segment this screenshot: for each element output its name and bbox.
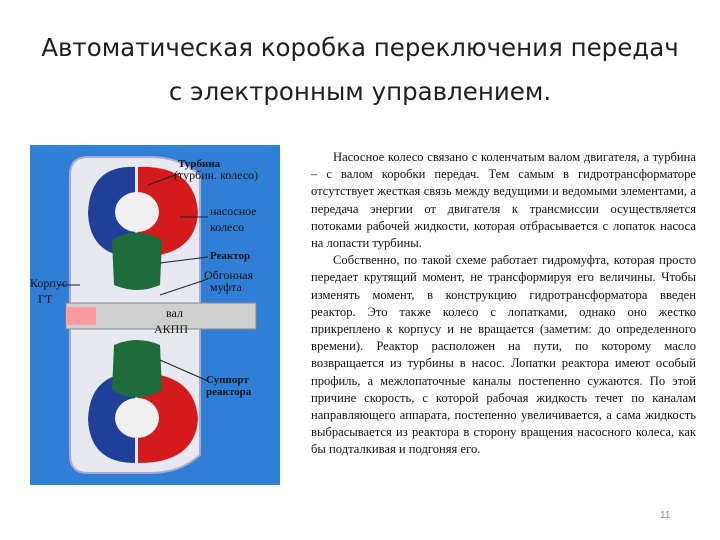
label-clutch-1: Обгонная <box>204 268 254 282</box>
label-housing-1: Корпус <box>30 276 68 290</box>
reactor-upper <box>112 233 162 291</box>
label-pump-2: колесо <box>210 220 245 234</box>
label-shaft-2: АКПП <box>154 322 189 336</box>
label-reactor: Реактор <box>210 250 251 262</box>
label-turbine-wheel: (турбин. колесо) <box>174 168 259 182</box>
torque-converter-diagram <box>30 145 280 485</box>
label-clutch-2: муфта <box>210 280 242 294</box>
core-upper <box>115 192 159 232</box>
label-support-1: Суппорт <box>206 374 249 386</box>
label-pump-1: насосное <box>210 204 257 218</box>
label-turbine: Турбина <box>178 158 221 170</box>
paragraph-1: Насосное колесо связано с коленчатым валом двигателя, а турбина – с валом коробки передач. Тем самым в гидротрансформаторе отсутствует жесткая связь между ведущими и ведомыми элементами, а передача энергии от двигателя к трансмиссии осуществляется потоками рабочей жидкости, которая отбрасывается с лопаток насоса на лопасти турбины. <box>311 150 696 251</box>
core-lower <box>115 398 159 438</box>
slide-title: Автоматическая коробка переключения передач с электронным управлением. <box>41 33 679 106</box>
label-housing-2: ГТ <box>38 292 53 306</box>
label-shaft-1: вал <box>166 306 183 320</box>
paragraph-2: Собственно, по такой схеме работает гидромуфта, которая просто передает крутящий момент, не трансформируя его величины. Чтобы изменять момент, в конструкцию гидротрансформатора введен реактор. Это также колесо с лопатками, однако оно жестко прикреплено к корпусу и не вращается (заметим: до определенного времени). Реактор расположен на пути, по которому масло возвращается из турбины в насос. Лопатки реактора имеют особый профиль, а межлопаточные каналы постепенно сужаются. По этой причине скорость, с которой рабочая жидкость течет по каналам направляющего аппарата, постепенно увеличивается, а сама жидкость выбрасывается из реактора в сторону вращения насосного колеса, как бы подталкивая и подгоняя его. <box>311 253 696 457</box>
label-support-2: реактора <box>206 386 252 398</box>
page-number: 11 <box>660 510 671 521</box>
body-text <box>311 149 696 459</box>
shaft-hub <box>66 307 96 325</box>
reactor-lower <box>112 340 162 398</box>
